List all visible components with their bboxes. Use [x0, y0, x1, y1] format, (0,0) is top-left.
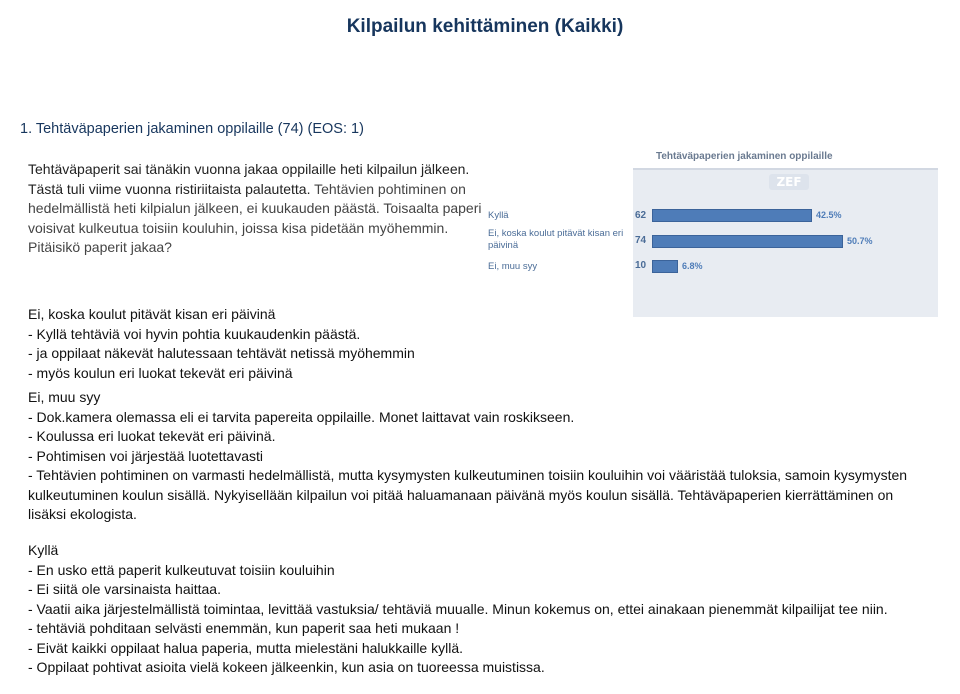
- zef-logo: ZEF: [769, 174, 809, 190]
- intro-text: [28, 160, 483, 258]
- list-item: - Tehtävien pohtiminen on varmasti hedelmällistä, mutta kysymysten kulkeutuminen toisiin kouluihin voi vääristää tuloksia, samoin kysymysten kulkeutuminen koulun sisällä. Nykyisellään kilpailun voi pitää haluamanaan päivänä myös koulun sisällä. Tehtäväpaperien kierrättäminen on lisäksi ekologista.: [28, 467, 908, 522]
- list-item: - Eivät kaikki oppilaat halua paperia, mutta mielestäni halukkaille kyllä.: [28, 639, 463, 656]
- bar-chart: [483, 150, 938, 315]
- list-item: - Dok.kamera olemassa eli ei tarvita papereita oppilaille. Monet laittavat vain roskikseen.: [28, 408, 575, 425]
- list-item: - tehtäviä pohditaan selvästi enemmän, kun paperit saa heti mukaan !: [28, 620, 460, 636]
- page-title: Kilpailun kehittäminen (Kaikki): [346, 16, 624, 37]
- section-ei-koska: [28, 305, 415, 383]
- chart-count-kylla: 62: [635, 210, 647, 221]
- list-item: - En usko että paperit kulkeutuvat toisiin kouluihin: [28, 561, 335, 578]
- list-item: - Oppilaat pohtivat asioita vielä kokeen jälkeenkin, kun asia on tuoreessa muistissa.: [28, 659, 545, 675]
- list-item: - myös koulun eri luokat tekevät eri päivinä: [28, 364, 293, 381]
- list-item: - Koulussa eri luokat tekevät eri päivinä.: [28, 428, 276, 444]
- section-kylla: [28, 541, 928, 678]
- chart-count-ei-koska: 74: [635, 235, 647, 246]
- chart-bar-kylla: [652, 209, 812, 222]
- section-heading: Ei, koska koulut pitävät kisan eri päivinä: [28, 306, 276, 322]
- intro-text-part2: Tehtävien pohtiminen on hedelmällistä heti kilpialun jälkeen, ei kuukauden päästä. Toisaalta paperi voisivat kulkeutua toisiin kouluhin, joissa kisa pidetään myöhemmin. Pitäisikö paperit jakaa?: [28, 180, 482, 255]
- chart-pct-ei-muu: 6.8%: [682, 261, 703, 271]
- section-heading: Ei, muu syy: [28, 389, 101, 405]
- section-heading: Kyllä: [28, 542, 59, 558]
- chart-category-label-ei-koska: Ei, koska koulut pitävät kisan eri päivinä: [488, 228, 624, 251]
- chart-bar-ei-muu: [652, 260, 678, 273]
- chart-category-label-ei-muu: Ei, muu syy: [488, 261, 538, 272]
- chart-count-ei-muu: 10: [635, 260, 647, 271]
- list-item: - Vaatii aika järjestelmällistä toimintaa, levittää vastuksia/ tehtäviä muualle. Minun kokemus on, ettei ainakaan pienemmät kilpailijat tee niin.: [28, 600, 888, 617]
- list-item: - Kyllä tehtäviä voi hyvin pohtia kuukaudenkin päästä.: [28, 325, 361, 342]
- question-heading: 1. Tehtäväpaperien jakaminen oppilaille (74) (EOS: 1): [20, 121, 364, 137]
- list-item: - Ei siitä ole varsinaista haittaa.: [28, 581, 221, 597]
- list-item: - ja oppilaat näkevät halutessaan tehtävät netissä myöhemmin: [28, 345, 415, 361]
- chart-category-label-kylla: Kyllä: [488, 210, 509, 221]
- section-ei-muu: [28, 388, 928, 525]
- chart-pct-ei-koska: 50.7%: [847, 236, 873, 246]
- intro-text-part1: Tehtäväpaperit sai tänäkin vuonna jakaa oppilaille heti kilpailun jälkeen. Tästä tuli viime vuonna ristiriitaista palautetta.: [28, 161, 470, 197]
- chart-bar-ei-koska: [652, 235, 843, 248]
- list-item: - Pohtimisen voi järjestää luotettavasti: [28, 447, 263, 464]
- chart-title: Tehtäväpaperien jakaminen oppilaille: [656, 151, 833, 162]
- chart-pct-kylla: 42.5%: [816, 210, 842, 220]
